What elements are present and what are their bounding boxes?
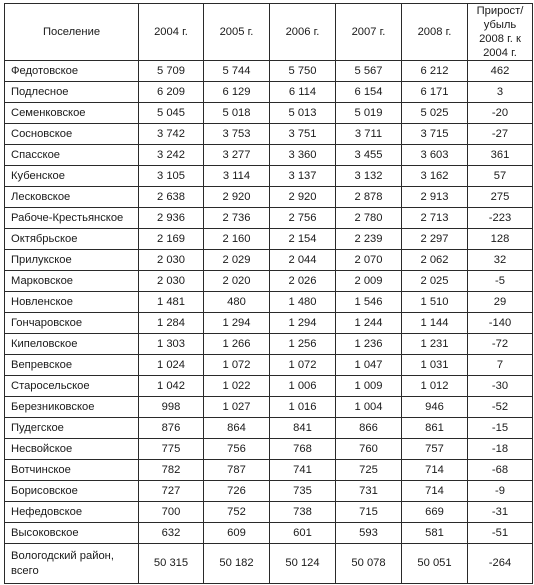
table-total-row	[5, 544, 533, 584]
cell-settlement: Вотчинское	[5, 460, 139, 481]
cell-settlement: Несвойское	[5, 439, 139, 460]
cell-2006: 1 006	[270, 376, 336, 397]
cell-2004: 2 638	[139, 187, 204, 208]
total-cell-2007: 50 078	[336, 544, 402, 584]
cell-settlement: Старосельское	[5, 376, 139, 397]
cell-2008: 946	[402, 397, 468, 418]
table-row	[5, 334, 533, 355]
cell-2006: 601	[270, 523, 336, 544]
cell-2008: 714	[402, 460, 468, 481]
cell-2007: 2 070	[336, 250, 402, 271]
cell-growth: 361	[468, 145, 533, 166]
cell-settlement: Федотовское	[5, 61, 139, 82]
cell-growth: -5	[468, 271, 533, 292]
cell-growth: 32	[468, 250, 533, 271]
cell-2006: 1 294	[270, 313, 336, 334]
cell-2005: 787	[204, 460, 270, 481]
cell-2007: 1 244	[336, 313, 402, 334]
cell-growth: -68	[468, 460, 533, 481]
table-row	[5, 418, 533, 439]
table-row	[5, 481, 533, 502]
cell-2008: 581	[402, 523, 468, 544]
cell-2004: 727	[139, 481, 204, 502]
table-row	[5, 523, 533, 544]
cell-settlement: Прилукское	[5, 250, 139, 271]
cell-2007: 2 239	[336, 229, 402, 250]
cell-2008: 1 231	[402, 334, 468, 355]
total-cell-2008: 50 051	[402, 544, 468, 584]
cell-2004: 3 242	[139, 145, 204, 166]
cell-2006: 2 044	[270, 250, 336, 271]
cell-2007: 715	[336, 502, 402, 523]
cell-2007: 3 132	[336, 166, 402, 187]
cell-2007: 760	[336, 439, 402, 460]
cell-2005: 756	[204, 439, 270, 460]
cell-settlement: Кубенское	[5, 166, 139, 187]
cell-growth: 3	[468, 82, 533, 103]
cell-2005: 864	[204, 418, 270, 439]
cell-settlement: Семенковское	[5, 103, 139, 124]
cell-2007: 731	[336, 481, 402, 502]
cell-growth: -223	[468, 208, 533, 229]
cell-2006: 6 114	[270, 82, 336, 103]
cell-2006: 768	[270, 439, 336, 460]
cell-2007: 6 154	[336, 82, 402, 103]
cell-2004: 2 169	[139, 229, 204, 250]
cell-2005: 1 266	[204, 334, 270, 355]
cell-2008: 861	[402, 418, 468, 439]
table-body	[5, 61, 533, 584]
total-cell-2006: 50 124	[270, 544, 336, 584]
cell-2007: 3 711	[336, 124, 402, 145]
cell-growth: 57	[468, 166, 533, 187]
cell-settlement: Подлесное	[5, 82, 139, 103]
cell-settlement: Борисовское	[5, 481, 139, 502]
cell-growth: 128	[468, 229, 533, 250]
cell-2004: 1 024	[139, 355, 204, 376]
cell-settlement: Гончаровское	[5, 313, 139, 334]
total-cell-settlement: Вологодский район, всего	[5, 544, 139, 584]
table-row	[5, 145, 533, 166]
cell-growth: -9	[468, 481, 533, 502]
cell-2007: 5 019	[336, 103, 402, 124]
cell-2008: 1 031	[402, 355, 468, 376]
cell-2005: 2 736	[204, 208, 270, 229]
cell-2004: 3 742	[139, 124, 204, 145]
cell-2005: 5 018	[204, 103, 270, 124]
cell-2004: 998	[139, 397, 204, 418]
cell-growth: 275	[468, 187, 533, 208]
cell-settlement: Пудегское	[5, 418, 139, 439]
cell-2005: 5 744	[204, 61, 270, 82]
cell-2008: 714	[402, 481, 468, 502]
cell-2004: 632	[139, 523, 204, 544]
cell-2004: 775	[139, 439, 204, 460]
cell-2005: 752	[204, 502, 270, 523]
cell-2008: 5 025	[402, 103, 468, 124]
cell-growth: -140	[468, 313, 533, 334]
cell-2006: 738	[270, 502, 336, 523]
cell-2008: 2 713	[402, 208, 468, 229]
cell-2007: 1 047	[336, 355, 402, 376]
cell-2005: 726	[204, 481, 270, 502]
total-cell-growth: -264	[468, 544, 533, 584]
table-row	[5, 187, 533, 208]
cell-2005: 2 920	[204, 187, 270, 208]
cell-settlement: Сосновское	[5, 124, 139, 145]
cell-settlement: Рабоче-Крестьянское	[5, 208, 139, 229]
cell-2004: 3 105	[139, 166, 204, 187]
cell-growth: -52	[468, 397, 533, 418]
cell-2008: 1 510	[402, 292, 468, 313]
cell-2004: 876	[139, 418, 204, 439]
column-header-2006: 2006 г.	[270, 4, 336, 61]
table-row	[5, 292, 533, 313]
cell-2007: 2 780	[336, 208, 402, 229]
cell-growth: -30	[468, 376, 533, 397]
cell-2005: 1 027	[204, 397, 270, 418]
cell-2008: 6 212	[402, 61, 468, 82]
cell-growth: -31	[468, 502, 533, 523]
table-header-row	[5, 4, 533, 61]
cell-2004: 5 045	[139, 103, 204, 124]
cell-2006: 5 013	[270, 103, 336, 124]
column-header-settlement: Поселение	[5, 4, 139, 61]
cell-2008: 2 913	[402, 187, 468, 208]
cell-2006: 1 256	[270, 334, 336, 355]
cell-2008: 2 297	[402, 229, 468, 250]
cell-settlement: Нефедовское	[5, 502, 139, 523]
cell-2004: 1 042	[139, 376, 204, 397]
cell-2005: 2 020	[204, 271, 270, 292]
cell-2008: 1 144	[402, 313, 468, 334]
cell-2008: 6 171	[402, 82, 468, 103]
cell-growth: -72	[468, 334, 533, 355]
cell-2004: 2 936	[139, 208, 204, 229]
cell-growth: -18	[468, 439, 533, 460]
cell-2005: 3 753	[204, 124, 270, 145]
cell-settlement: Октябрьское	[5, 229, 139, 250]
cell-2007: 2 009	[336, 271, 402, 292]
cell-2006: 2 756	[270, 208, 336, 229]
cell-2008: 3 603	[402, 145, 468, 166]
cell-2005: 1 022	[204, 376, 270, 397]
table-row	[5, 397, 533, 418]
cell-settlement: Вепревское	[5, 355, 139, 376]
cell-2005: 609	[204, 523, 270, 544]
table-row	[5, 460, 533, 481]
column-header-growth: Прирост/ убыль 2008 г. к 2004 г.	[468, 4, 533, 61]
cell-2008: 757	[402, 439, 468, 460]
cell-2005: 1 072	[204, 355, 270, 376]
cell-2004: 1 303	[139, 334, 204, 355]
cell-growth: -15	[468, 418, 533, 439]
cell-2005: 3 114	[204, 166, 270, 187]
cell-growth: 29	[468, 292, 533, 313]
table-row	[5, 355, 533, 376]
cell-growth: 7	[468, 355, 533, 376]
cell-2006: 3 751	[270, 124, 336, 145]
cell-2008: 669	[402, 502, 468, 523]
cell-2006: 2 026	[270, 271, 336, 292]
cell-2008: 2 025	[402, 271, 468, 292]
cell-settlement: Лесковское	[5, 187, 139, 208]
cell-growth: -27	[468, 124, 533, 145]
table-row	[5, 502, 533, 523]
cell-2008: 2 062	[402, 250, 468, 271]
cell-2007: 2 878	[336, 187, 402, 208]
cell-2004: 700	[139, 502, 204, 523]
cell-settlement: Новленское	[5, 292, 139, 313]
table-row	[5, 439, 533, 460]
table-row	[5, 229, 533, 250]
cell-2006: 741	[270, 460, 336, 481]
cell-settlement: Спасское	[5, 145, 139, 166]
column-header-2007: 2007 г.	[336, 4, 402, 61]
cell-2006: 1 016	[270, 397, 336, 418]
cell-2007: 1 004	[336, 397, 402, 418]
cell-2006: 3 360	[270, 145, 336, 166]
table-row	[5, 124, 533, 145]
total-cell-2005: 50 182	[204, 544, 270, 584]
column-header-2004: 2004 г.	[139, 4, 204, 61]
cell-settlement: Марковское	[5, 271, 139, 292]
cell-2005: 2 160	[204, 229, 270, 250]
cell-2007: 3 455	[336, 145, 402, 166]
cell-2007: 593	[336, 523, 402, 544]
cell-2007: 1 236	[336, 334, 402, 355]
cell-2006: 1 072	[270, 355, 336, 376]
cell-2004: 2 030	[139, 271, 204, 292]
cell-2006: 5 750	[270, 61, 336, 82]
table-row	[5, 103, 533, 124]
cell-2005: 1 294	[204, 313, 270, 334]
table-row	[5, 313, 533, 334]
table-row	[5, 82, 533, 103]
cell-growth: -20	[468, 103, 533, 124]
cell-2004: 782	[139, 460, 204, 481]
table-row	[5, 166, 533, 187]
cell-2008: 3 162	[402, 166, 468, 187]
cell-2005: 2 029	[204, 250, 270, 271]
cell-2007: 1 009	[336, 376, 402, 397]
cell-2006: 735	[270, 481, 336, 502]
cell-2007: 5 567	[336, 61, 402, 82]
cell-2006: 1 480	[270, 292, 336, 313]
cell-2007: 1 546	[336, 292, 402, 313]
cell-2006: 841	[270, 418, 336, 439]
cell-2004: 5 709	[139, 61, 204, 82]
column-header-2008: 2008 г.	[402, 4, 468, 61]
cell-2004: 1 481	[139, 292, 204, 313]
cell-2004: 6 209	[139, 82, 204, 103]
cell-growth: -51	[468, 523, 533, 544]
cell-settlement: Березниковское	[5, 397, 139, 418]
table-row	[5, 376, 533, 397]
cell-2006: 3 137	[270, 166, 336, 187]
cell-2004: 2 030	[139, 250, 204, 271]
table-row	[5, 271, 533, 292]
cell-2007: 725	[336, 460, 402, 481]
cell-settlement: Высоковское	[5, 523, 139, 544]
cell-2005: 3 277	[204, 145, 270, 166]
population-table	[4, 3, 533, 584]
cell-2008: 3 715	[402, 124, 468, 145]
column-header-2005: 2005 г.	[204, 4, 270, 61]
cell-2005: 480	[204, 292, 270, 313]
cell-2006: 2 154	[270, 229, 336, 250]
cell-growth: 462	[468, 61, 533, 82]
cell-settlement: Кипеловское	[5, 334, 139, 355]
table-row	[5, 61, 533, 82]
cell-2008: 1 012	[402, 376, 468, 397]
cell-2006: 2 920	[270, 187, 336, 208]
table-row	[5, 250, 533, 271]
table-row	[5, 208, 533, 229]
cell-2005: 6 129	[204, 82, 270, 103]
cell-2004: 1 284	[139, 313, 204, 334]
total-cell-2004: 50 315	[139, 544, 204, 584]
cell-2007: 866	[336, 418, 402, 439]
